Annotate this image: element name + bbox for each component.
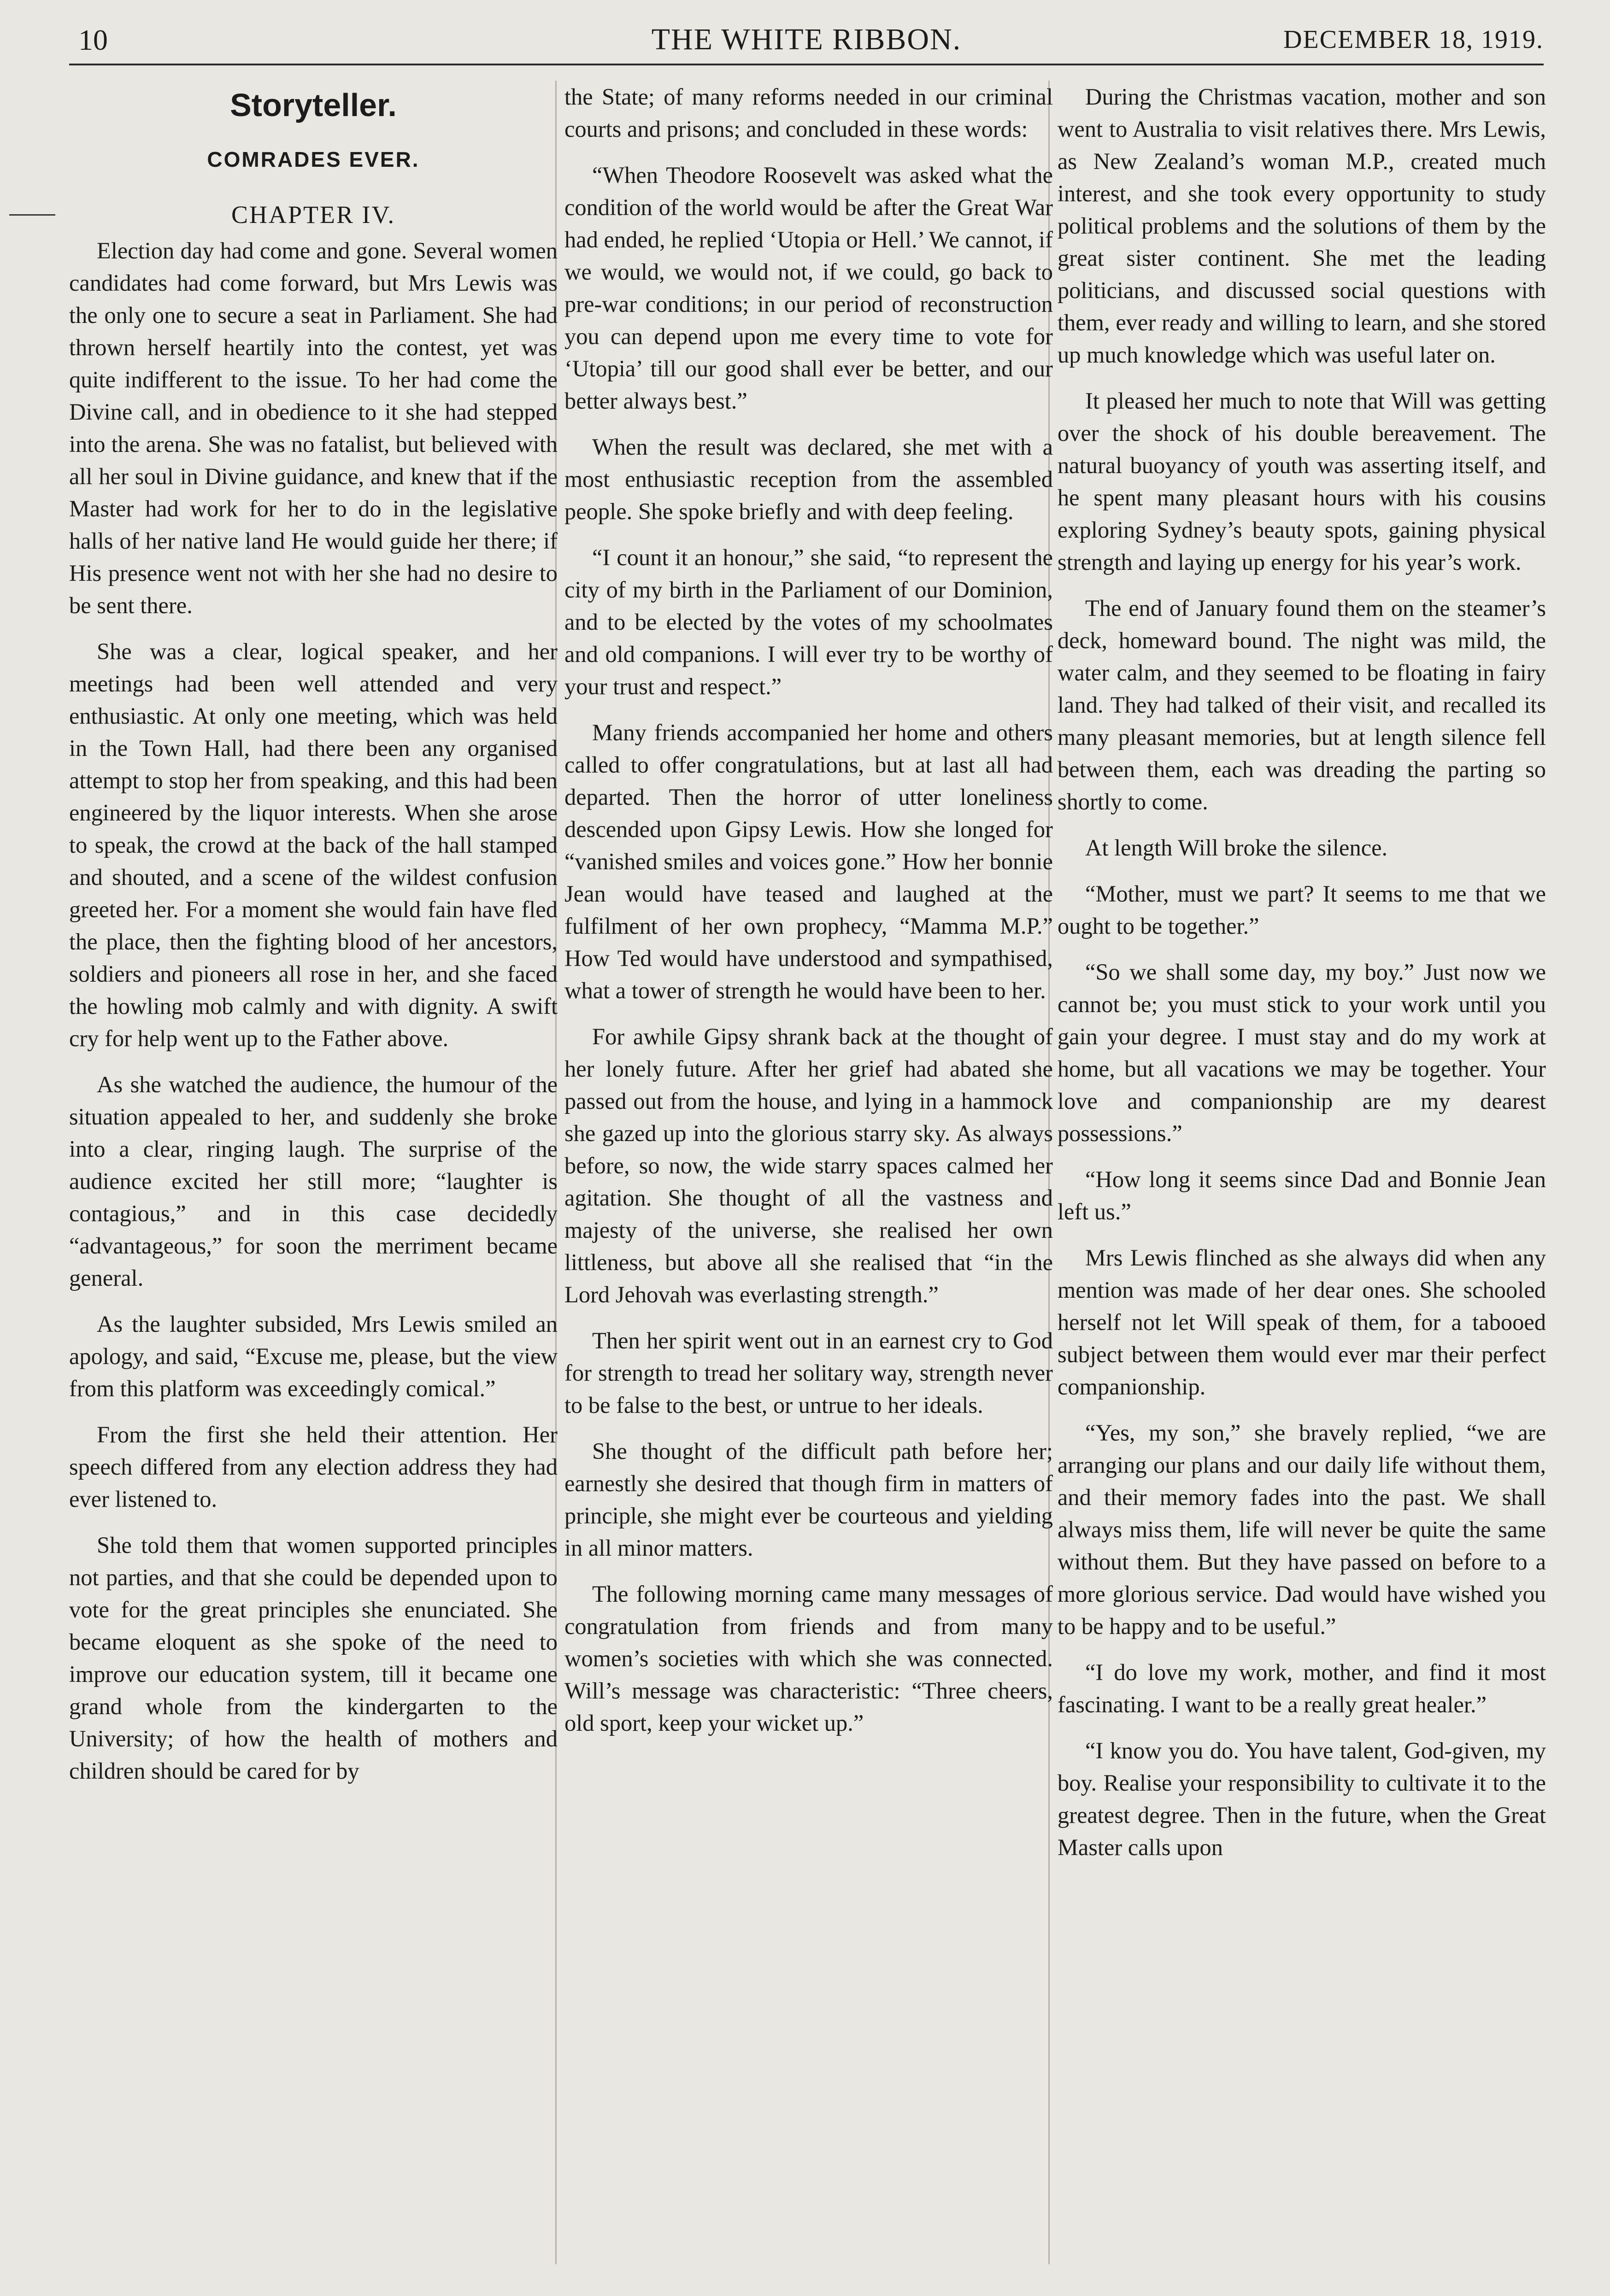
page-header (69, 18, 1544, 60)
paragraph: As the laughter subsided, Mrs Lewis smiled an apology, and said, “Excuse me, please, but the view from this platform was exceedingly comical.” (69, 1311, 558, 1401)
paragraph: For awhile Gipsy shrank back at the thought of her lonely future. After her grief had abated she passed out from the house, and lying in a hammock she gazed up into the glorious starry sky. As always before, so now, the wide starry spaces calmed her agitation. She thought of all the vastness and majesty of the universe, she realised her own littleness, but above all she realised that “in the Lord Jehovah was everlasting strength.” (564, 1024, 1053, 1307)
column-2 (564, 81, 1053, 2273)
section-title: Storyteller. (230, 87, 397, 123)
story-title: COMRADES EVER. (207, 147, 420, 171)
column-1 (69, 81, 558, 2273)
column-3 (1058, 81, 1546, 2273)
paragraph: the State; of many reforms needed in our criminal courts and prisons; and concluded in these words: (564, 84, 1053, 142)
paragraph: Election day had come and gone. Several women candidates had come forward, but Mrs Lewis was the only one to secure a seat in Parliament. She had thrown herself heartily into the contest, yet was quite indifferent to the issue. To her had come the Divine call, and in obedience to it she had stepped into the arena. She was no fatalist, but believed with all her soul in Divine guidance, and knew that if the Master had work for her to do in the legislative halls of her native land He would guide her there; if His presence went not with her she had no desire to be sent there. (69, 238, 558, 618)
paragraph: She was a clear, logical speaker, and her meetings had been well attended and very enthusiastic. At only one meeting, which was held in the Town Hall, had there been any organised attempt to stop her from speaking, and this had been engineered by the liquor interests. When she arose to speak, the crowd at the back of the hall stamped and shouted, and a scene of the wildest confusion greeted her. For a moment she would fain have fled the place, then the fighting blood of her ancestors, soldiers and pioneers all rose in her, and she faced the howling mob calmly and with dignity. A swift cry for help went up to the Father above. (69, 638, 558, 1051)
paragraph: “So we shall some day, my boy.” Just now we cannot be; you must stick to your work until you gain your degree. I must stay and do my work at home, but all vacations we may be together. Your love and companionship are my dearest possessions.” (1058, 959, 1546, 1146)
paragraph: It pleased her much to note that Will was getting over the shock of his double bereavement. The natural buoyancy of youth was asserting itself, and he spent many pleasant hours with his cousins exploring Sydney’s beauty spots, gaining physical strength and laying up energy for his year’s work. (1058, 388, 1546, 575)
paragraph: The end of January found them on the steamer’s deck, homeward bound. The night was mild, the water calm, and they seemed to be floating in fairy land. They had talked of their visit, and recalled its many pleasant memories, but at length silence fell between them, each was dreading the parting so shortly to come. (1058, 595, 1546, 814)
page-number: 10 (78, 23, 108, 56)
paragraph: “I count it an honour,” she said, “to represent the city of my birth in the Parliament of our Dominion, and to be elected by the votes of my schoolmates and old companions. I will ever try to be worthy of your trust and respect.” (564, 545, 1053, 699)
paragraph: “Yes, my son,” she bravely replied, “we are arranging our plans and our daily life without them, and their memory fades into the past. We shall always miss them, life will never be quite the same without them. But they have passed on before to a more glorious service. Dad would have wished you to be happy and to be useful.” (1058, 1420, 1546, 1639)
chapter-heading: CHAPTER IV. (231, 201, 396, 228)
paragraph: “How long it seems since Dad and Bonnie Jean left us.” (1058, 1166, 1546, 1224)
paragraph: The following morning came many messages of congratulation from friends and from many women’s societies with which she was connected. Will’s message was characteristic: “Three cheers, old sport, keep your wicket up.” (564, 1581, 1053, 1736)
paragraph: “I do love my work, mother, and find it most fascinating. I want to be a really great healer.” (1058, 1659, 1546, 1717)
paragraph: She told them that women supported principles not parties, and that she could be depended upon to vote for the great principles she enunciated. She became eloquent as she spoke of the need to improve our education system, till it became one grand whole from the kindergarten to the University; of how the health of mothers and children should be cared for by (69, 1532, 558, 1784)
paper-title: THE WHITE RIBBON. (651, 23, 962, 56)
paragraph: Mrs Lewis flinched as she always did when any mention was made of her dear ones. She schooled herself not let Will speak of them, for a tabooed subject between them would ever mar their perfect companionship. (1058, 1245, 1546, 1400)
paragraph: As she watched the audience, the humour of the situation appealed to her, and suddenly she broke into a clear, ringing laugh. The surprise of the audience excited her still more; “laughter is contagious,” and in this case decidedly “advantageous,” for soon the merriment became general. (69, 1072, 558, 1291)
paragraph: Then her spirit went out in an earnest cry to God for strength to tread her solitary way, strength never to be false to the best, or untrue to her ideals. (564, 1328, 1053, 1418)
paragraph: At length Will broke the silence. (1085, 835, 1388, 861)
margin-dash (9, 214, 55, 216)
paragraph: “I know you do. You have talent, God-given, my boy. Realise your responsibility to cultivate it to the greatest degree. Then in the future, when the Great Master calls upon (1058, 1738, 1546, 1860)
paragraph: From the first she held their attention. Her speech differed from any election address they had ever listened to. (69, 1422, 558, 1512)
paragraph: “Mother, must we part? It seems to me that we ought to be together.” (1058, 881, 1546, 939)
paragraph: When the result was declared, she met with a most enthusiastic reception from the assembled people. She spoke briefly and with deep feeling. (564, 434, 1053, 524)
issue-date: DECEMBER 18, 1919. (1283, 25, 1544, 54)
paragraph: During the Christmas vacation, mother and son went to Australia to visit relatives there. Mrs Lewis, as New Zealand’s woman M.P., created much interest, and she took every opportunity to study political problems and the solutions of them by the great sister continent. She met the leading politicians, and discussed social questions with them, ever ready and willing to learn, and she stored up much knowledge which was useful later on. (1058, 84, 1546, 368)
paragraph: “When Theodore Roosevelt was asked what the condition of the world would be after the Great War had ended, he replied ‘Utopia or Hell.’ We cannot, if we would, we would not, if we could, go back to pre-war conditions; in our period of reconstruction you can depend upon me every time to vote for ‘Utopia’ till our good shall ever be better, and our better always best.” (564, 162, 1053, 414)
paragraph: Many friends accompanied her home and others called to offer congratulations, but at last all had departed. Then the horror of utter loneliness descended upon Gipsy Lewis. How she longed for “vanished smiles and voices gone.” How her bonnie Jean would have teased and laughed at the fulfilment of her own prophecy, “Mamma M.P.” How Ted would have understood and sympathised, what a tower of strength he would have been to her. (564, 720, 1053, 1003)
paragraph: She thought of the difficult path before her; earnestly she desired that though firm in matters of principle, she might ever be courteous and yielding in all minor matters. (564, 1438, 1053, 1561)
header-rule (69, 64, 1544, 65)
